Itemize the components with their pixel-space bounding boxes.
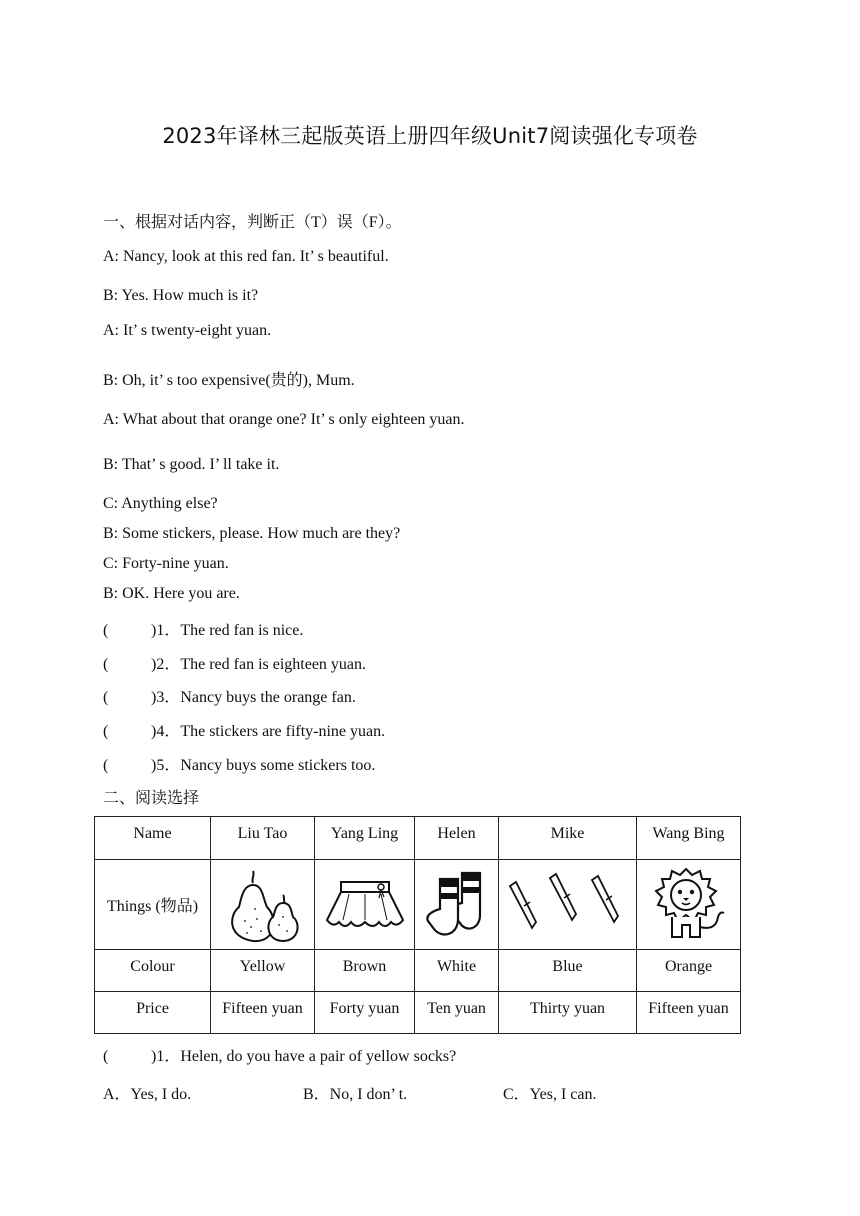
table-cell: Blue bbox=[499, 950, 637, 992]
tf-question bbox=[103, 651, 366, 674]
table-cell: Yang Ling bbox=[315, 817, 415, 860]
table-cell: Name bbox=[95, 817, 211, 860]
info-table bbox=[94, 816, 741, 1034]
answer-blank[interactable]: ( bbox=[103, 757, 109, 774]
table-cell: Liu Tao bbox=[211, 817, 315, 860]
tf-question bbox=[103, 718, 385, 741]
answer-blank[interactable]: ( bbox=[103, 656, 109, 673]
table-row-colour bbox=[95, 950, 741, 992]
table-cell: Price bbox=[95, 992, 211, 1034]
section2-heading: 二、阅读选择 bbox=[103, 790, 200, 807]
dialogue-line: B: Some stickers, please. How much are they? bbox=[103, 525, 401, 542]
table-row-name bbox=[95, 817, 741, 860]
pens-icon bbox=[499, 860, 637, 950]
question-text: )4．The stickers are fifty-nine yuan. bbox=[151, 723, 386, 740]
table-row-price bbox=[95, 992, 741, 1034]
table-cell: Forty yuan bbox=[315, 992, 415, 1034]
option-b[interactable]: B．No, I don’ t. bbox=[303, 1086, 408, 1103]
dialogue-line: B: Oh, it’ s too expensive(贵的), Mum. bbox=[103, 372, 355, 389]
table-cell: Colour bbox=[95, 950, 211, 992]
table-cell: Fifteen yuan bbox=[211, 992, 315, 1034]
question-text: )2．The red fan is eighteen yuan. bbox=[151, 656, 367, 673]
answer-blank[interactable]: ( bbox=[103, 689, 109, 706]
document-title: 2023年译林三起版英语上册四年级Unit7阅读强化专项卷 bbox=[162, 124, 698, 148]
tf-question bbox=[103, 752, 375, 775]
table-cell: Brown bbox=[315, 950, 415, 992]
dialogue-line: B: OK. Here you are. bbox=[103, 585, 240, 602]
tf-question bbox=[103, 617, 303, 640]
question-text: )3．Nancy buys the orange fan. bbox=[151, 689, 356, 706]
option-c[interactable]: C．Yes, I can. bbox=[503, 1086, 597, 1103]
answer-blank[interactable]: ( bbox=[103, 723, 109, 740]
dialogue-line: A: Nancy, look at this red fan. It’ s beautiful. bbox=[103, 248, 389, 265]
dialogue-line: A: It’ s twenty-eight yuan. bbox=[103, 322, 272, 339]
dialogue-line: C: Forty-nine yuan. bbox=[103, 555, 229, 572]
table-cell: Yellow bbox=[211, 950, 315, 992]
dialogue-line: A: What about that orange one? It’ s only eighteen yuan. bbox=[103, 411, 465, 428]
question-text: )1．Helen, do you have a pair of yellow socks? bbox=[151, 1048, 457, 1065]
table-cell: Wang Bing bbox=[637, 817, 741, 860]
dialogue-line: B: Yes. How much is it? bbox=[103, 287, 259, 304]
table-cell: Ten yuan bbox=[415, 992, 499, 1034]
answer-blank[interactable]: ( bbox=[103, 622, 109, 639]
section1-heading: 一、根据对话内容，判断正（T）误（F）。 bbox=[103, 214, 402, 231]
answer-blank[interactable]: ( bbox=[103, 1048, 109, 1065]
question-text: )5．Nancy buys some stickers too. bbox=[151, 757, 376, 774]
table-cell: Fifteen yuan bbox=[637, 992, 741, 1034]
table-cell: Things (物品) bbox=[95, 860, 211, 950]
table-cell: Helen bbox=[415, 817, 499, 860]
dialogue-line: C: Anything else? bbox=[103, 495, 218, 512]
tf-question bbox=[103, 684, 356, 707]
table-row-things bbox=[95, 860, 741, 950]
table-cell: Orange bbox=[637, 950, 741, 992]
skirt-icon bbox=[315, 860, 415, 950]
lion-toy-icon bbox=[637, 860, 741, 950]
option-a[interactable]: A．Yes, I do. bbox=[103, 1086, 192, 1103]
question-text: )1．The red fan is nice. bbox=[151, 622, 304, 639]
choice-question bbox=[103, 1043, 456, 1066]
table-cell: White bbox=[415, 950, 499, 992]
dialogue-line: B: That’ s good. I’ ll take it. bbox=[103, 456, 280, 473]
table-cell: Mike bbox=[499, 817, 637, 860]
socks-icon bbox=[415, 860, 499, 950]
pears-icon bbox=[211, 860, 315, 950]
table-cell: Thirty yuan bbox=[499, 992, 637, 1034]
